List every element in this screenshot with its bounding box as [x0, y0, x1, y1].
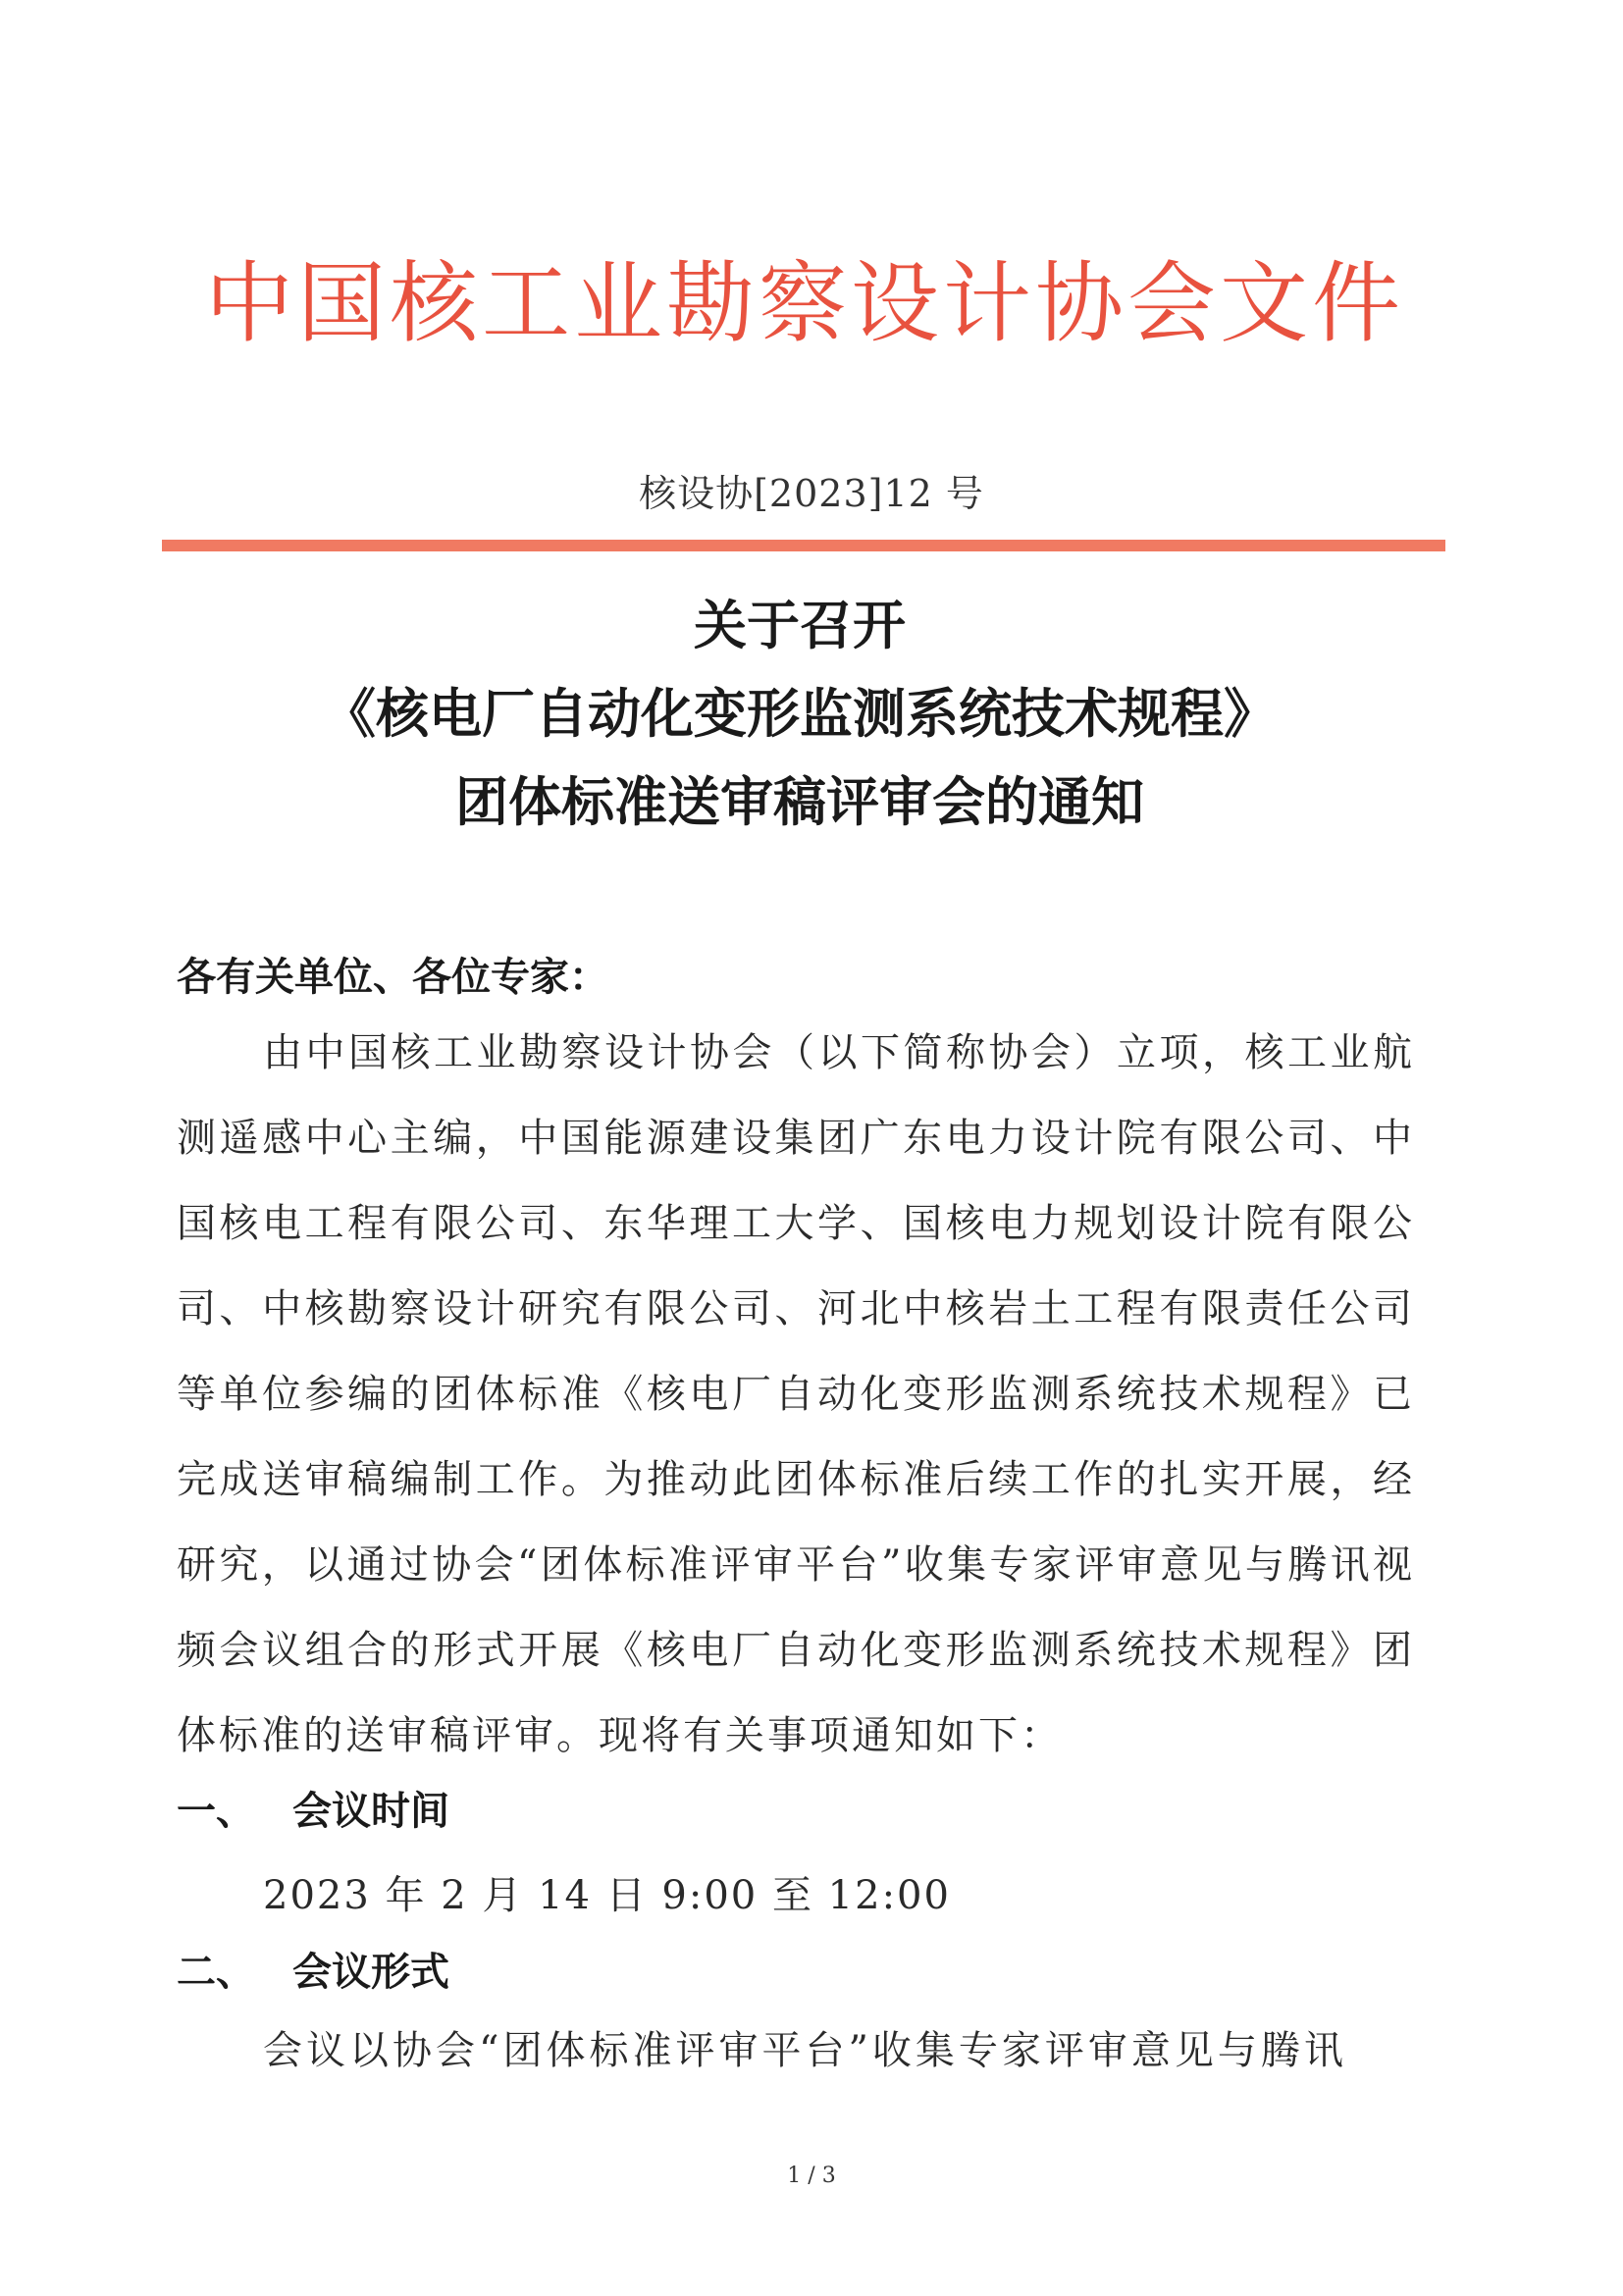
section-heading-meeting-format	[177, 1947, 449, 1998]
salutation: 各有关单位、各位专家：	[177, 955, 608, 1000]
masthead-title: 中国核工业勘察设计协会文件	[205, 252, 1404, 355]
notice-title-line-2: 《核电厂自动化变形监测系统技术规程》	[323, 682, 1277, 745]
page-number: 1 / 3	[787, 2164, 836, 2188]
section-number: 一、	[177, 1789, 255, 1834]
section-number: 二、	[177, 1950, 255, 1995]
intro-paragraph: 由中国核工业勘察设计协会（以下简称协会）立项，核工业航测遥感中心主编，中国能源建设集团广东电力设计院有限公司、中国核电工程有限公司、东华理工大学、国核电力规划设计院有限公司、中核勘察设计研究有限公司、河北中核岩土工程有限责任公司等单位参编的团体标准《核电厂自动化变形监测系统技术规程》已完成送审稿编制工作。为推动此团体标准后续工作的扎实开展，经研究，以通过协会“团体标准评审平台”收集专家评审意见与腾讯视频会议组合的形式开展《核电厂自动化变形监测系统技术规程》团体标准的送审稿评审。现将有关事项通知如下：	[177, 1030, 1415, 1758]
meeting-time-content: 2023 年 2 月 14 日 9:00 至 12:00	[263, 1873, 951, 1918]
section-heading-meeting-time	[177, 1786, 449, 1837]
notice-title-line-1: 关于召开	[694, 594, 906, 656]
document-number: 核设协[2023]12 号	[639, 472, 984, 515]
notice-title-line-3: 团体标准送审稿评审会的通知	[455, 770, 1144, 833]
section-heading-text: 会议形式	[292, 1950, 449, 1995]
notice-title	[147, 581, 1452, 846]
meeting-format-content: 会议以协会“团体标准评审平台”收集专家评审意见与腾讯	[263, 2028, 1347, 2073]
red-separator-rule	[162, 540, 1445, 551]
section-heading-text: 会议时间	[292, 1789, 449, 1834]
